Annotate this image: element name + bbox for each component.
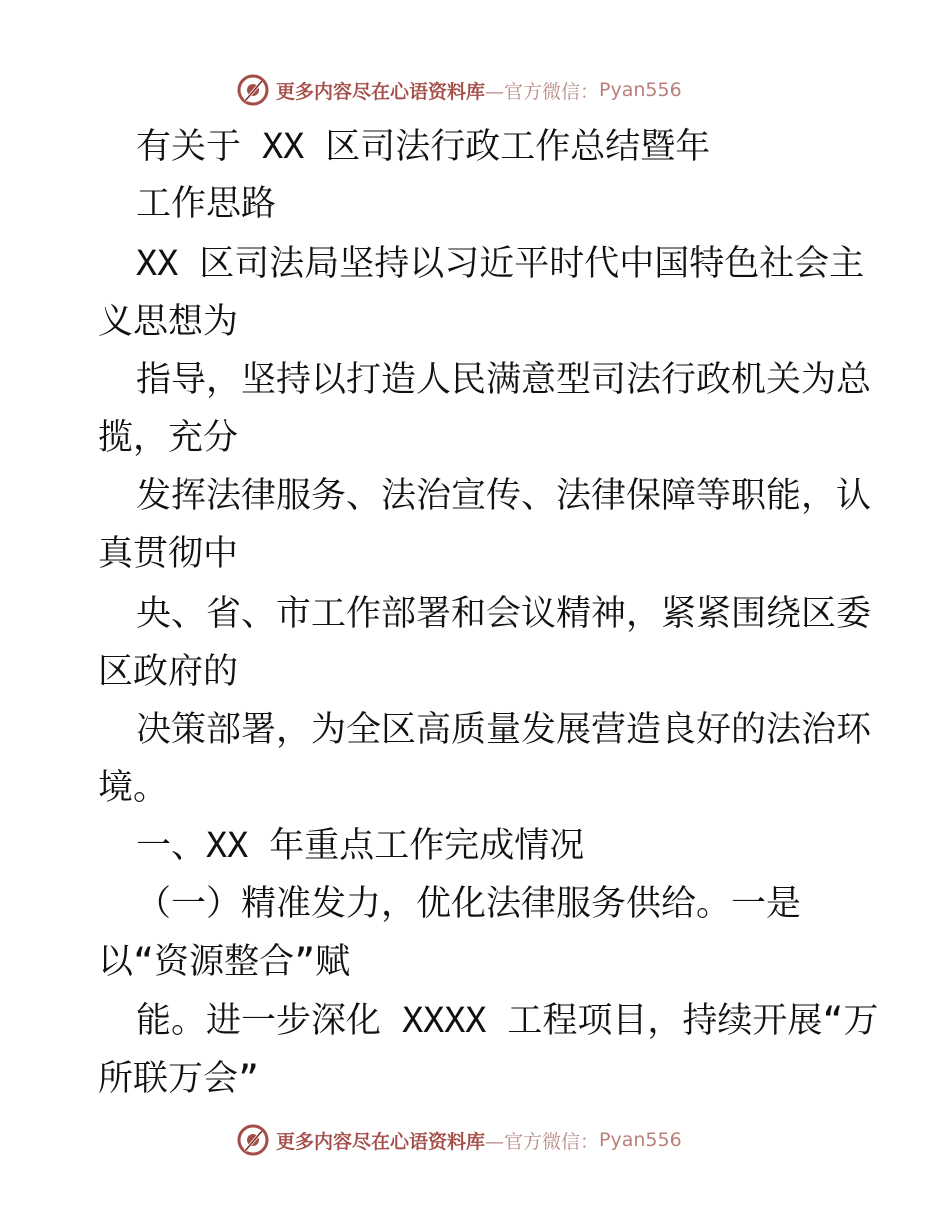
watermark-header	[236, 73, 682, 107]
watermark-contact-id: Pyan556	[599, 79, 682, 101]
paragraph-line: 所联万会”	[98, 1059, 260, 1099]
watermark-contact-id: Pyan556	[599, 1129, 682, 1151]
paragraph-line: XX 区司法局坚持以习近平时代中国特色社会主	[136, 244, 865, 284]
watermark-footer	[236, 1123, 682, 1157]
paragraph-line: 能。进一步深化 XXXX 工程项目，持续开展“万	[136, 1001, 879, 1041]
paragraph-line: 发挥法律服务、法治宣传、法律保障等职能，认	[136, 476, 872, 516]
logo-seal-icon	[236, 73, 270, 107]
section-heading: 一、XX 年重点工作完成情况	[136, 826, 585, 866]
paragraph-line: 指导，坚持以打造人民满意型司法行政机关为总	[136, 360, 872, 400]
watermark-contact-label: —官方微信：	[485, 1130, 600, 1153]
watermark-title: 更多内容尽在心语资料库	[276, 80, 486, 103]
watermark-title: 更多内容尽在心语资料库	[276, 1130, 486, 1153]
document-title-line-1: 有关于 XX 区司法行政工作总结暨年	[136, 127, 711, 167]
watermark-contact-label: —官方微信：	[485, 80, 600, 103]
paragraph-line: 真贯彻中	[98, 534, 239, 574]
document-title-line-2: 工作思路	[136, 184, 277, 224]
paragraph-line: 以“资源整合”赋	[98, 942, 351, 982]
paragraph-line: 区政府的	[98, 652, 239, 692]
paragraph-line: 决策部署，为全区高质量发展营造良好的法治环	[136, 710, 872, 750]
paragraph-line: 义思想为	[98, 302, 239, 342]
subsection-heading: （一）精准发力，优化法律服务供给。一是	[136, 884, 802, 924]
paragraph-line: 境。	[98, 768, 169, 808]
logo-seal-icon	[236, 1123, 270, 1157]
paragraph-line: 央、省、市工作部署和会议精神，紧紧围绕区委	[136, 594, 872, 634]
paragraph-line: 揽，充分	[98, 418, 239, 458]
